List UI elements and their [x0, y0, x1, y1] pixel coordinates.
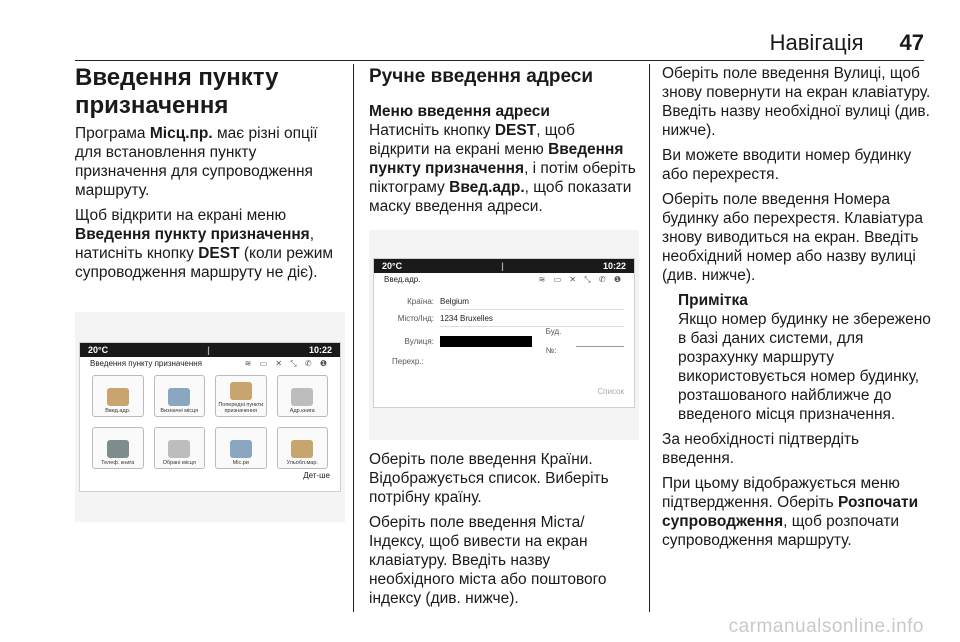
page-number: 47 [899, 30, 924, 55]
favourites-icon [168, 440, 190, 458]
column-divider [353, 64, 354, 612]
map-icon [107, 388, 129, 406]
column-1 [75, 64, 345, 532]
tile-favourites[interactable]: Обрані місця [154, 427, 206, 469]
address-book-icon [291, 388, 313, 406]
paragraph: Програма Місц.пр. має різні опції для встановлення пункту призначення для супроводження маршруту. [75, 125, 318, 199]
tile-previous-destinations[interactable]: Попередні пункти призначення [215, 375, 267, 417]
paragraph: Оберіть поле введення Вулиці, щоб знову повернути на екран клавіатуру. Введіть назву необхідної вулиці (див. нижче). [662, 65, 931, 139]
column-2 [369, 64, 639, 614]
paragraph: Оберіть поле введення Міста/Індексу, щоб вивести на екран клавіатуру. Введіть назву необхідного міста або поштового індексу (див. нижче). [369, 514, 607, 607]
phone-book-icon [107, 440, 129, 458]
temperature: 20°C [382, 261, 403, 271]
paragraph: При цьому відображується меню підтвердження. Оберіть Розпочати супроводження, щоб розпочати супроводження маршруту. [662, 475, 919, 549]
paragraph: Натисніть кнопку DEST, щоб відкрити на екрані меню Введення пункту призначення, і потім оберіть піктограму Введ.адр., щоб показати маску введення адреси. [369, 122, 636, 215]
paragraph: За необхідності підтвердіть введення. [662, 431, 860, 467]
status-bar: 20°C | 10:22 [374, 259, 634, 273]
details-button[interactable]: Дет-ше [303, 471, 330, 480]
note-box [662, 291, 932, 424]
clock: 10:22 [602, 261, 626, 271]
destination-menu-figure [75, 312, 345, 522]
note-title: Примітка [678, 292, 748, 309]
screen-titlebar [80, 357, 340, 371]
subsection-heading: Меню введення адреси [369, 103, 550, 120]
paragraph: Оберіть поле введення Номера будинку або перехрестя. Клавіатура знову виводиться на екран. Введіть необхідний номер або назву вулиці (див. нижче). [662, 191, 923, 284]
destination-icon-grid [80, 371, 340, 473]
street-field[interactable] [440, 336, 532, 347]
address-form [374, 287, 634, 375]
column-divider [649, 64, 650, 612]
screen-title: Введ.адр. [384, 275, 421, 284]
note-text: Якщо номер будинку не збережено в базі даних системи, для розрахунку маршруту використовується номер будинку, розташованого найближче до введеного місця призначення. [678, 311, 931, 423]
screen-titlebar [374, 273, 634, 287]
column-3 [662, 64, 932, 556]
country-row[interactable] [384, 293, 624, 309]
tile-poi[interactable]: Визначні місця [154, 375, 206, 417]
paragraph: Оберіть поле введення Країни. Відображується список. Виберіть потрібну країну. [369, 451, 609, 506]
city-value[interactable]: 1234 Bruxelles [440, 313, 493, 323]
section-heading: Ручне введення адреси [369, 66, 594, 87]
house-number-field[interactable] [576, 336, 624, 347]
street-label: Вулиця: [404, 336, 434, 346]
list-button[interactable]: Список [597, 387, 624, 396]
paragraph: Ви можете вводити номер будинку або перехрестя. [662, 147, 912, 183]
history-icon [230, 382, 252, 400]
status-icons: ≋ ▭ ✕ ⤡ ✆ ❶ [538, 275, 624, 284]
poi-icon [168, 388, 190, 406]
section-title: Навігація [769, 30, 864, 55]
map-icon [230, 440, 252, 458]
temperature: 20°C [88, 345, 109, 355]
city-label: Місто/Інд: [397, 313, 434, 323]
crossing-label: Перехр.: [392, 356, 424, 366]
street-row[interactable] [384, 327, 624, 355]
crossing-row[interactable] [384, 353, 624, 369]
status-icons: ≋ ▭ ✕ ⤡ ✆ ❶ [244, 359, 330, 368]
tile-favourite-routes[interactable]: Ульобл.мар. [277, 427, 329, 469]
tile-address-entry[interactable]: Введ.адр. [92, 375, 144, 417]
house-number-label: Буд.№: [545, 327, 562, 355]
header-rule [75, 60, 924, 61]
page-header [770, 30, 924, 60]
infotainment-screen [79, 342, 341, 492]
tile-map[interactable]: Міс.ри [215, 427, 267, 469]
clock: 10:22 [308, 345, 332, 355]
country-value[interactable]: Belgium [440, 296, 469, 306]
status-bar: 20°C | 10:22 [80, 343, 340, 357]
screen-title: Введення пункту призначення [90, 359, 202, 368]
address-entry-figure [369, 230, 639, 440]
route-icon [291, 440, 313, 458]
paragraph: Щоб відкрити на екрані меню Введення пункту призначення, натисніть кнопку DEST (коли режим супроводження маршруту не діє). [75, 207, 334, 281]
city-row[interactable] [384, 310, 624, 326]
section-heading: Введення пункту призначення [75, 64, 279, 119]
tile-phone-book[interactable]: Телеф. книга [92, 427, 144, 469]
tile-address-book[interactable]: Адр.книга [277, 375, 329, 417]
country-label: Країна: [407, 296, 434, 306]
watermark: carmanualsonline.info [728, 616, 924, 637]
infotainment-screen [373, 258, 635, 408]
